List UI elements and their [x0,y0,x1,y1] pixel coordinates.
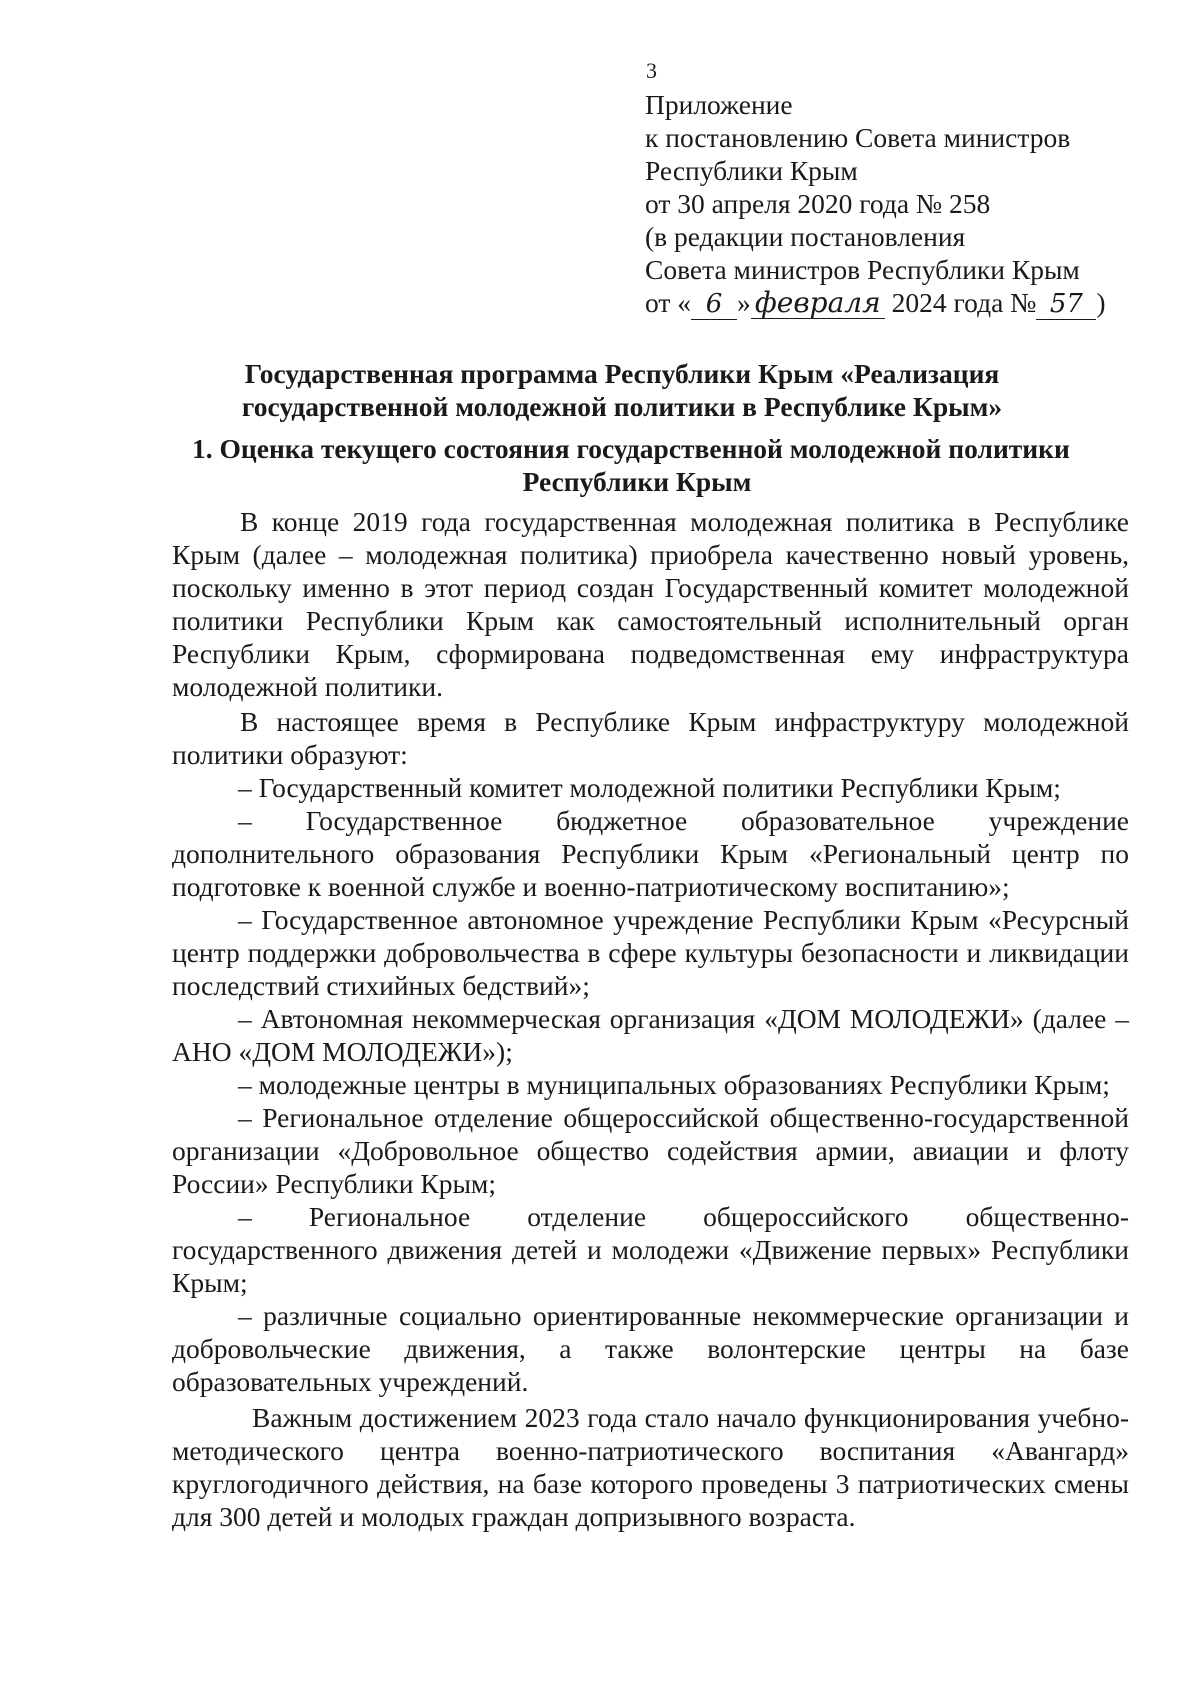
list-item: – Региональное отделение общероссийской общественно-государственной организации «Добровольное общество содействия армии, авиации и флоту России» Республики Крым; [172,1102,1129,1199]
handwritten-day: 6 [691,289,737,320]
paragraph: Важным достижением 2023 года стало начало функционирования учебно-методического центра военно-патриотического воспитания «Авангард» круглогодичного действия, на базе которого проведены 3 патриотических смены для 300 детей и молодых граждан допризывного возраста. [172,1402,1129,1532]
date-prefix: от « [645,287,692,318]
date-year-text: 2024 года № [891,287,1037,318]
page-number: 3 [646,58,657,83]
list-item: – Государственное автономное учреждение Республики Крым «Ресурсный центр поддержки добровольчества в сфере культуры безопасности и ликвидации последствий стихийных бедствий»; [172,904,1129,1001]
handwritten-number: 57 [1036,289,1096,320]
list-item: – различные социально ориентированные некоммерческие организации и добровольческие движения, а также волонтерские центры на базе образовательных учреждений. [172,1300,1129,1397]
list-item: – молодежные центры в муниципальных образованиях Республики Крым; [238,1069,1110,1100]
appendix-line: Совета министров Республики Крым [645,254,1080,285]
list-item: – Государственное бюджетное образовательное учреждение дополнительного образования Республики Крым «Региональный центр по подготовке к военной службе и военно-патриотическому воспитанию»; [172,805,1129,902]
appendix-line: от 30 апреля 2020 года № 258 [645,188,991,219]
appendix-date-line [645,286,1106,320]
paragraph: В настоящее время в Республике Крым инфраструктуру молодежной политики образуют: [172,706,1129,770]
list-item: – Региональное отделение общероссийского общественно-государственного движения детей и молодежи «Движение первых» Республики Крым; [172,1201,1129,1298]
body-text [172,505,1129,1533]
list-item: – Государственный комитет молодежной политики Республики Крым; [238,772,1061,803]
date-mid: » [737,287,751,318]
section-heading [192,432,1142,498]
appendix-block [645,88,1106,320]
list-item: – Автономная некоммерческая организация «ДОМ МОЛОДЕЖИ» (далее – АНО «ДОМ МОЛОДЕЖИ»); [172,1003,1129,1067]
section-heading-line1: 1. Оценка текущего состояния государственной молодежной политики [192,433,1070,464]
appendix-line: (в редакции постановления [645,221,966,252]
appendix-line: к постановлению Совета министров [645,122,1071,153]
handwritten-month: февраля [751,288,885,319]
section-heading-line2: Республики Крым [522,466,752,497]
date-suffix: ) [1096,287,1106,318]
appendix-line: Республики Крым [645,155,858,186]
paragraph: В конце 2019 года государственная молодежная политика в Республике Крым (далее – молодежная политика) приобрела качественно новый уровень, поскольку именно в этот период создан Государственный комитет молодежной политики Республики Крым как самостоятельный исполнительный орган Республики Крым, сформирована подведомственная ему инфраструктура молодежной политики. [172,506,1129,702]
program-title: Государственная программа Республики Крым «Реализация государственной молодежной политики в Республике Крым» [241,358,1003,422]
appendix-line: Приложение [645,89,793,120]
